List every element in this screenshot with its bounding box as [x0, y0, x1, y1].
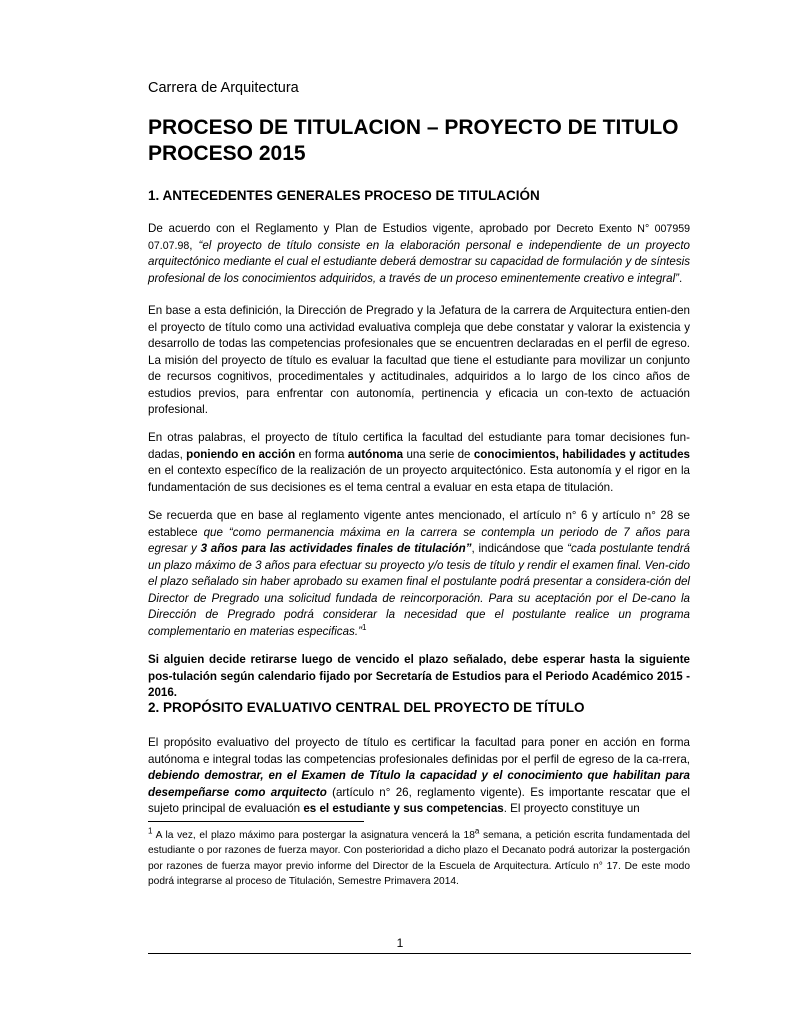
section-1-paragraph-1: De acuerdo con el Reglamento y Plan de Estudios vigente, aprobado por Decreto Exento N° 007959 07.07.98, “el proyecto de título consiste en la elaboración personal e independiente de un proyecto arquitectónico mediante el cual el estudiante deberá demostrar su capacidad de formulación y de síntesis profesional de los conocimientos adquiridos, a través de un proceso eminentemente creativo e integral”.: [148, 222, 691, 285]
section-1-heading: 1. ANTECEDENTES GENERALES PROCESO DE TITULACIÓN: [148, 188, 540, 203]
section-1-paragraph-2: En base a esta definición, la Dirección de Pregrado y la Jefatura de la carrera de Arquitectura entien-den el proyecto de título como una actividad evaluativa compleja que debe constatar y valorar la existencia y desarrollo de todas las competencias profesionales que se encuentren declaradas en el perfil de egreso. La misión del proyecto de título es evaluar la facultad que tiene el estudiante para movilizar un conjunto de recursos cognitivos, procedimentales y actitudinales, adquiridos a lo largo de los cinco años de estudios previos, para enfrentar con autonomía, pertinencia y eficacia un con-texto de actuación profesional.: [148, 304, 690, 416]
page-title: [148, 115, 708, 167]
section-1-paragraph-4: Se recuerda que en base al reglamento vigente antes mencionado, el artículo n° 6 y artículo n° 28 se establece que “como permanencia máxima en la carrera se contempla un periodo de 7 años para egresar y 3 años para las actividades finales de titulación”, indicándose que “cada postulante tendrá un plazo máximo de 3 años para efectuar su proyecto y/o tesis de título y rendir el examen final. Ven-cido el plazo señalado sin haber aprobado su examen final el postulante podrá presentar a considera-ción del Director de Pregrado una solicitud fundada de reincorporación. Para su aceptación por el De-cano la Dirección de Pregrado podrá considerar la necesidad que el postulante realice un programa complementario en materias especificas.”$^1$: [148, 509, 691, 638]
page-number: 1: [396, 936, 404, 950]
career-header: Carrera de Arquitectura: [148, 80, 299, 96]
footnote-marker: 1: [148, 826, 153, 836]
title-line-1: PROCESO DE TITULACION – PROYECTO DE TITULO: [148, 116, 679, 139]
footnote: $^1$ A la vez, el plazo máximo para postergar la asignatura vencerá la 18$^a$ semana, a petición escrita fundamentada del estudiante o por razones de fuerza mayor. Con posterioridad a dicho plazo el Decanato podrá autorizar la postergación por razones de fuerza mayor previo informe del Director de la Escuela de Arquitectura. Artículo n° 17. De este modo podrá integrarse al proceso de Titulación, Semestre Primavera 2014.: [148, 826, 691, 888]
section-1-paragraph-3: En otras palabras, el proyecto de título certifica la facultad del estudiante para tomar decisiones fun-dadas, poniendo en acción en forma autónoma una serie de conocimientos, habilidades y actitudes en el contexto específico de la realización de un proyecto arquitectónico. Esta autonomía y el rigor en la fundamentación de sus decisiones es el tema central a evaluar en esta etapa de titulación.: [148, 431, 690, 494]
definition-quote: “el proyecto de título consiste en la elaboración personal e independiente de un proyecto arquitectónico mediante el cual el estudiante deberá demostrar su capacidad de formulación y de síntesis profesional de los conocimientos adquiridos, a través de un proceso eminentemente creativo e integral”: [148, 238, 691, 285]
section-2-heading: 2. PROPÓSITO EVALUATIVO CENTRAL DEL PROYECTO DE TÍTULO: [148, 700, 585, 715]
footnote-separator: [148, 821, 364, 822]
section-1-paragraph-5: Si alguien decide retirarse luego de vencido el plazo señalado, debe esperar hasta la siguiente pos-tulación según calendario fijado por Secretaría de Estudios para el Periodo Académico 2015 - 2016.: [148, 653, 690, 699]
footnote-reference: 1: [361, 622, 367, 632]
footer-divider: [148, 953, 691, 954]
decree-reference: Decreto Exento N° 007959 07.07.98: [148, 223, 690, 252]
section-2-paragraph-1: El propósito evaluativo del proyecto de título es certificar la facultad para poner en acción en forma autónoma e integral todas las competencias profesionales definidas por el perfil de egreso de la ca-rrera, debiendo demostrar, en el Examen de Título la capacidad y el conocimiento que habilitan para desempeñarse como arquitecto (artículo n° 26, reglamento vigente). Es importante rescatar que el sujeto principal de evaluación es el estudiante y sus competencias. El proyecto constituye un: [148, 736, 690, 815]
title-line-2: PROCESO 2015: [148, 142, 306, 165]
